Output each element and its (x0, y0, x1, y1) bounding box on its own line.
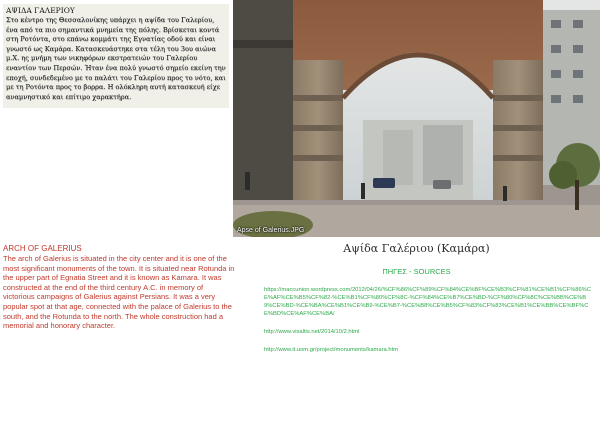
greek-title: ΑΨΙΔΑ ΓΑΛΕΡΙΟΥ (6, 6, 75, 15)
source-link[interactable]: http://www.it.uom.gr/project/monuments/kamara.htm (264, 347, 399, 353)
sources-heading: ΠΗΓΕΣ - SOURCES (382, 267, 451, 276)
greek-text-block (3, 4, 229, 108)
english-body: The arch of Galerius is situated in the city center and it is one of the most significant monuments of the town. It is situated near Rotunda in the upper part of Egnatia Street and it is known as Kamara. It was constructed at the end of the third century A.C. in memory of victorious campaigns of Galerius against Persians. It was a very popular spot at that age, connected with the palace of Galerius to the south, and the Rotunda to the north. The whole construction had a memorial and honorary character. (3, 254, 235, 331)
arch-photo-illustration (233, 0, 600, 237)
photo-caption: Apse of Galerius.JPG (237, 227, 305, 234)
source-link[interactable]: https://maccunion.wordpress.com/2012/04/26/%CF%86%CF%89%CF%84%CE%BF%CE%B3%CF%81%CE%B1%CF%86%CE%AF%CE%B5%CF%82-%CE%B1%CF%80%CF%8C-%CF%84%CE%B7%CE%BD-%CF%80%CF%8C%CE%BB%CE%B9%CE%BD-%CE%BA%CE%B1%CE%B9-%CE%B7-%CE%B8%CE%B5%CF%83%CF%83%CE%B1%CE%BB%CE%BF%CE%BD%CE%AF%CE%BA/ (264, 287, 592, 317)
greek-body: Στο κέντρο της Θεσσαλονίκης υπάρχει η αψίδα του Γαλερίου, ένα από τα πιο σημαντικά μνημεία της πόλης. Βρίσκεται κοντά στη Ροτόντα, στο επάνω κομμάτι της Εγνατίας οδού και είναι γνωστό ως Καμάρα. Κατασκευάστηκε στα τέλη του 3ου αιώνα μ.Χ. ης μνήμη των νικηφόρων εκστρατειών του Γαλερίου εναντίον των Περσών. Ήταν ένα πολύ γνωστό σημείο εκείνη την εποχή, συνδεδεμένο με το παλάτι του Γαλερίου προς το νότο, και με τη Ροτόντα προς το βορρα. Η ολόκληρη αυτή κατασκευή είχε αναμνηστικό και επίτιμο χαρακτήρα. (6, 16, 226, 101)
english-title: ARCH OF GALERIUS (3, 244, 82, 253)
monument-title: Αψίδα Γαλέριου (Καμάρα) (343, 242, 490, 255)
source-link[interactable]: http://www.visaltis.net/2014/10/2.html (264, 329, 360, 335)
arch-photo (233, 0, 600, 237)
